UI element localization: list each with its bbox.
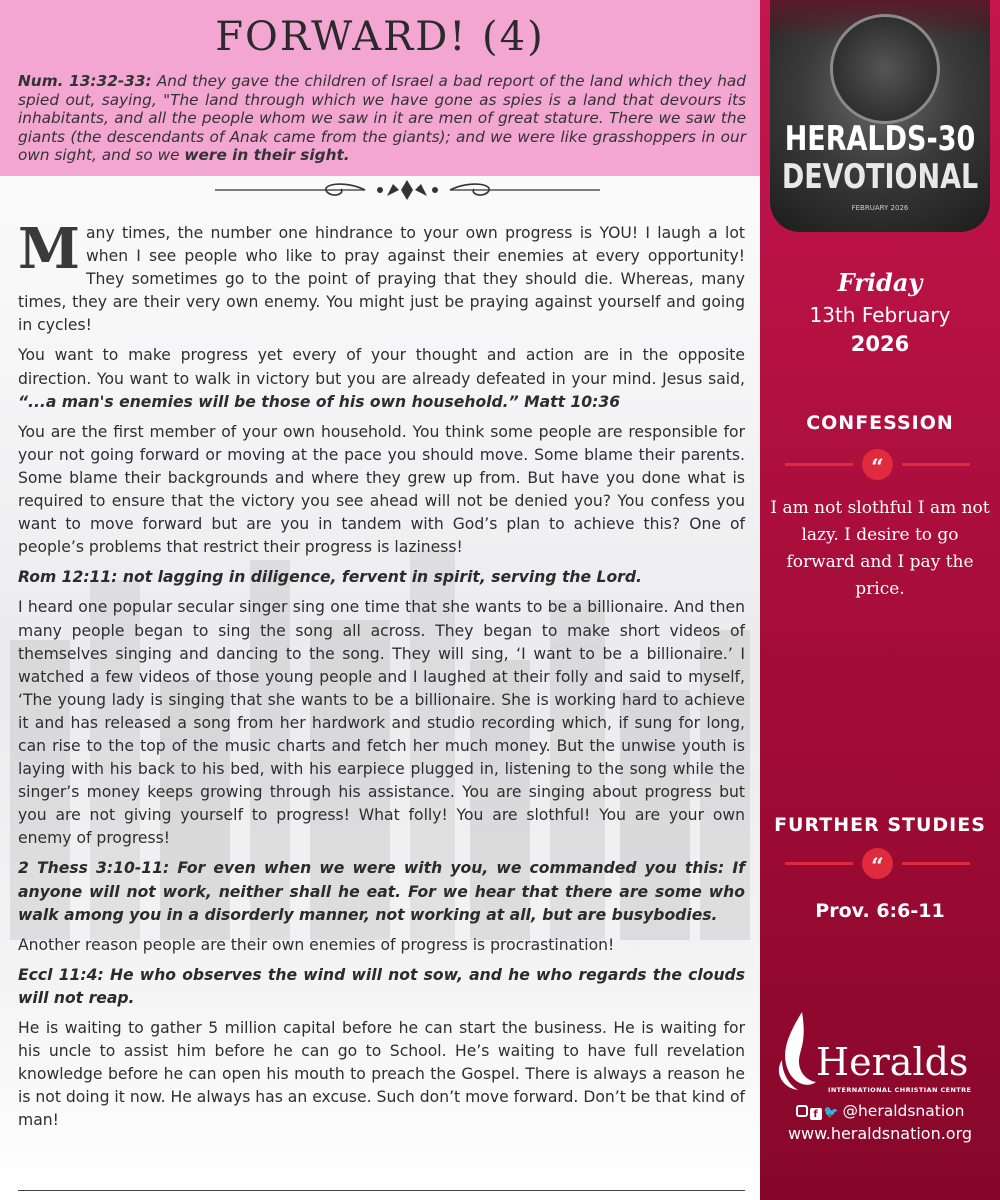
further-studies-reference: Prov. 6:6-11 (815, 900, 945, 922)
further-studies-divider (785, 848, 970, 878)
logo-subtitle: INTERNATIONAL CHRISTIAN CENTRE (828, 1086, 972, 1094)
devotional-body (18, 216, 745, 1139)
logo-wordmark: Heralds (816, 1040, 969, 1084)
ornament-divider (215, 178, 600, 204)
paragraph-billionaire: I heard one popular secular singer sing one time that she wants to be a billionaire. And then many people began to sing the song all across. They began to make short videos of themselves singing and dancing to the song. They will sing, ‘I want to be a billionaire.’ I watched a few videos of those young people and I laughed at their folly and said to myself, ‘The young lady is singing that she wants to be a billionaire. She is working hard to achieve it and has released a song from her hardwork and studio recording which, if sung for long, can rise to the top of the music charts and fetch her much money. But the unwise youth is laying with his back to his bed, with his earpiece plugged in, listening to the song while the singer’s money keeps growing through his assistance. You are singing about progress but you are not giving yourself to progress! What folly! You are slothful! You are your own enemy of progress! (18, 598, 745, 848)
date-line-1: 13th February (809, 303, 951, 327)
website-link[interactable]: www.heraldsnation.org (787, 1124, 973, 1143)
confession-text: I am not slothful I am not lazy. I desire to go forward and I pay the price. (770, 498, 990, 599)
further-studies-heading: FURTHER STUDIES (774, 814, 986, 836)
matt-quote: “...a man's enemies will be those of his own household.” Matt 10:36 (18, 392, 621, 411)
cover-date: FEBRUARY 2026 (851, 204, 909, 212)
paragraph-intro (18, 216, 745, 337)
header-scripture (18, 72, 746, 165)
paragraph-household (18, 344, 745, 413)
seal-icon (830, 14, 940, 124)
paragraph-text: any times, the number one hindrance to your own progress is YOU! I laugh a lot when I see people who like to pray against their enemies at every opportunity! They sometimes go to the point of praying that they should die. Whereas, many times, they are their very own enemy. You might just be praying against yourself and going in cycles! (18, 224, 745, 335)
scripture-text: And they gave the children of Israel a bad report of the land which they had spied out, saying, "The land through which we have gone as spies is a land that devours its inhabitants, and all the people whom we saw in it are men of great stature. There we saw the giants (the descendants of Anak came from the giants); and we were like grasshoppers in our own sight, and so we (18, 72, 746, 164)
twitter-icon[interactable]: 🐦 (823, 1105, 839, 1119)
paragraph-excuses: He is waiting to gather 5 million capital before he can start the business. He is waiting for his uncle to assist him before he can go to School. He’s waiting to have full revelation knowledge before he can open his mouth to preach the Gospel. There is always a reason he is not doing it now. He always has an excuse. Such don’t move forward. Don’t be that kind of man! (18, 1019, 745, 1130)
paragraph-first-member: You are the first member of your own household. You think some people are responsible for your not going forward or moving at the pace you should move. Some blame their parents. Some blame their backgrounds and where they grew up from. But have you done what is required to ensure that the victory you see ahead will not be denied you? You confess you want to move forward but are you in tandem with God’s plan to achieve this? One of people’s problems that restrict their progress is laziness! (18, 422, 745, 557)
verse-ecclesiastes: Eccl 11:4: He who observes the wind will not sow, and he who regards the clouds will not reap. (18, 965, 745, 1007)
devotional-cover-image (770, 0, 990, 232)
verse-romans: Rom 12:11: not lagging in diligence, fervent in spirit, serving the Lord. (18, 568, 642, 587)
paragraph-procrastination: Another reason people are their own enemies of progress is procrastination! (18, 935, 615, 954)
quote-icon: “ (862, 848, 893, 879)
paragraph-text: You want to make progress yet every of your thought and action are in the opposite direction. You want to walk in victory but you are already defeated in your mind. Jesus said, (18, 346, 745, 388)
heralds-logo (776, 1010, 986, 1100)
divider-line (902, 463, 970, 466)
social-handle[interactable]: @heraldsnation (842, 1102, 965, 1120)
facebook-icon[interactable]: f (810, 1108, 822, 1120)
date-line-2: 2026 (850, 332, 910, 356)
verse-thessalonians: 2 Thess 3:10-11: For even when we were with you, we commanded you this: If anyone will not work, neither shall he eat. For we hear that there are some who walk among you in a disorderly manner, not working at all, but are busybodies. (18, 859, 745, 924)
confession-divider (785, 449, 970, 479)
instagram-icon[interactable] (796, 1105, 808, 1117)
bottom-rule (18, 1190, 745, 1191)
day-of-week: Friday (837, 268, 923, 297)
quote-icon: “ (862, 449, 893, 480)
drop-cap: M (18, 216, 80, 282)
scripture-reference: Num. 13:32-33: (18, 72, 152, 90)
divider-line (902, 862, 970, 865)
page-title: FORWARD! (4) (215, 14, 545, 60)
social-handle-row (760, 1102, 1000, 1120)
header-band (0, 0, 760, 176)
confession-heading: CONFESSION (806, 412, 954, 434)
divider-line (785, 463, 853, 466)
scripture-highlight: were in their sight. (184, 146, 350, 164)
cover-title-line2: DEVOTIONAL (781, 158, 979, 197)
divider-line (785, 862, 853, 865)
cover-title-line1: HERALDS-30 (784, 120, 976, 159)
